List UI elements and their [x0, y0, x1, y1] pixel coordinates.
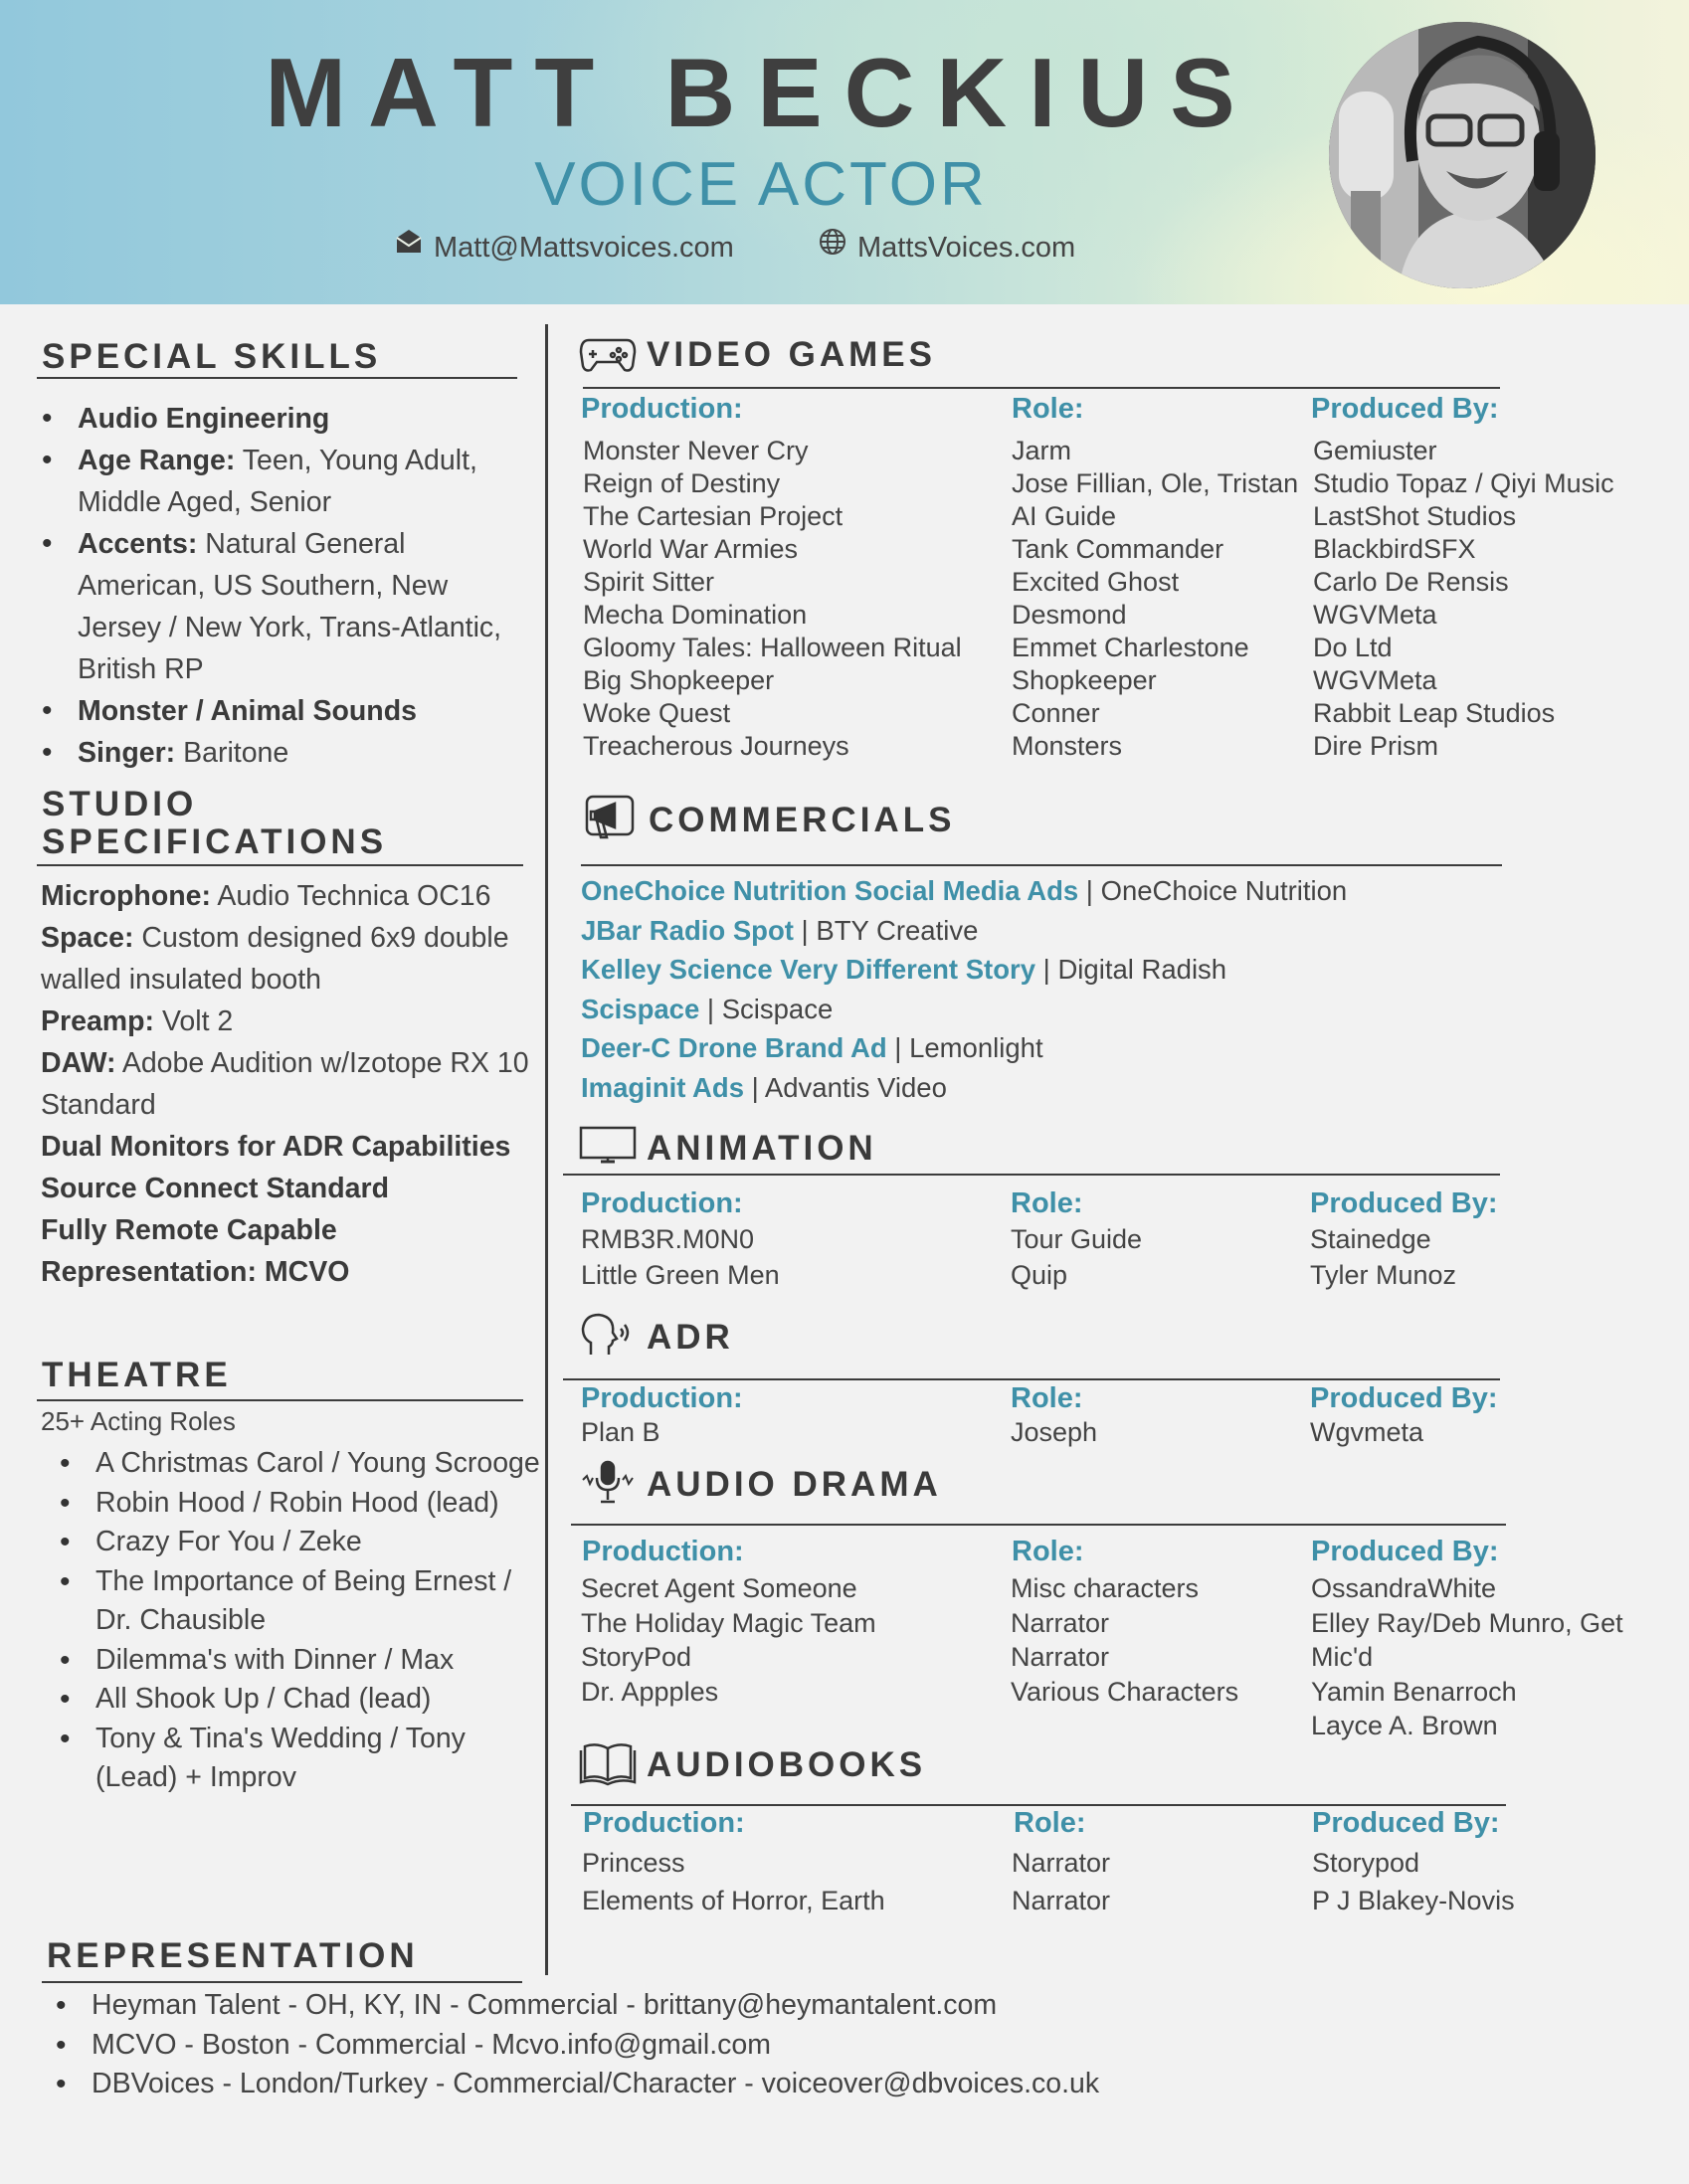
- representation-item: • MCVO - Boston - Commercial - Mcvo.info@gmail.com: [54, 2026, 1347, 2066]
- table-cell: Gloomy Tales: Halloween Ritual: [583, 633, 962, 662]
- commercial-item: Scispace | Scispace: [581, 993, 834, 1024]
- table-cell: Mecha Domination: [583, 600, 808, 630]
- table-cell: The Cartesian Project: [583, 501, 844, 531]
- table-cell: Do Ltd: [1313, 633, 1393, 662]
- table-cell: Reign of Destiny: [583, 468, 781, 498]
- studio-item: Preamp: Volt 2: [41, 1005, 234, 1037]
- studio-item: Microphone: Audio Technica OC16: [41, 880, 491, 912]
- table-cell: Excited Ghost: [1012, 567, 1180, 597]
- name-heading: MATT BECKIUS: [265, 38, 1257, 147]
- studio-item: Fully Remote Capable: [41, 1214, 337, 1246]
- audio-drama-producedby-column: [1311, 1571, 1689, 1743]
- table-cell: Plan B: [581, 1417, 660, 1447]
- video-games-heading: VIDEO GAMES: [579, 328, 936, 381]
- commercials-heading: COMMERCIALS: [581, 794, 955, 846]
- commercial-item: JBar Radio Spot | BTY Creative: [581, 914, 979, 946]
- table-cell: Jose Fillian, Ole, Tristan: [1012, 468, 1299, 498]
- video-games-producedby-header: Produced By:: [1311, 393, 1499, 425]
- audio-drama-production-column: [581, 1571, 876, 1709]
- animation-role-column: [1011, 1221, 1142, 1293]
- video-games-rule: [583, 387, 1500, 389]
- table-cell: Monster Never Cry: [583, 436, 809, 465]
- commercial-item: OneChoice Nutrition Social Media Ads | OneChoice Nutrition: [581, 875, 1348, 906]
- theatre-item: • The Importance of Being Ernest / Dr. Chausible: [58, 1562, 545, 1641]
- audiobooks-role-header: Role:: [1014, 1807, 1086, 1839]
- table-cell: Joseph: [1011, 1417, 1098, 1447]
- table-cell: Emmet Charlestone: [1012, 633, 1249, 662]
- studio-item: Source Connect Standard: [41, 1173, 389, 1204]
- theatre-rule: [37, 1399, 523, 1401]
- commercials-rule: [581, 864, 1502, 866]
- header-banner: [0, 0, 1689, 304]
- table-cell: Shopkeeper: [1012, 665, 1157, 695]
- table-cell: Stainedge: [1310, 1224, 1431, 1254]
- special-skills-rule: [37, 377, 517, 379]
- table-cell: LastShot Studios: [1313, 501, 1517, 531]
- table-cell: Woke Quest: [583, 698, 731, 728]
- table-cell: OssandraWhite: [1311, 1573, 1497, 1603]
- table-cell: Little Green Men: [581, 1260, 780, 1290]
- microphone-icon: [579, 1458, 637, 1511]
- table-cell: Spirit Sitter: [583, 567, 715, 597]
- table-cell: StoryPod: [581, 1642, 692, 1672]
- studio-item: Representation: MCVO: [41, 1256, 350, 1288]
- commercials-list: [581, 871, 1347, 1107]
- table-cell: Dire Prism: [1313, 731, 1438, 761]
- representation-list: [54, 1986, 1347, 2104]
- adr-production-column: [581, 1416, 660, 1449]
- skill-item: • Monster / Animal Sounds: [40, 690, 537, 732]
- video-games-producedby-column: [1313, 435, 1614, 763]
- website-text: MattsVoices.com: [857, 231, 1076, 264]
- theatre-item: • Tony & Tina's Wedding / Tony (Lead) + Improv: [58, 1720, 545, 1798]
- table-cell: Jarm: [1012, 436, 1071, 465]
- table-cell: Secret Agent Someone: [581, 1573, 857, 1603]
- theatre-item: • Crazy For You / Zeke: [58, 1523, 545, 1562]
- audio-drama-rule: [571, 1524, 1506, 1526]
- table-cell: AI Guide: [1012, 501, 1117, 531]
- table-cell: WGVMeta: [1313, 600, 1437, 630]
- audiobooks-producedby-header: Produced By:: [1312, 1807, 1500, 1839]
- animation-producedby-column: [1310, 1221, 1456, 1293]
- table-cell: Wgvmeta: [1310, 1417, 1424, 1447]
- representation-rule: [42, 1981, 522, 1983]
- special-skills-list: [40, 398, 537, 774]
- email-contact[interactable]: [394, 227, 734, 268]
- audio-drama-production-header: Production:: [582, 1536, 744, 1567]
- headshot-photo: [1329, 22, 1595, 288]
- table-cell: P J Blakey-Novis: [1312, 1886, 1515, 1915]
- studio-rule: [37, 864, 523, 866]
- animation-production-column: [581, 1221, 780, 1293]
- table-cell: WGVMeta: [1313, 665, 1437, 695]
- audiobooks-role-column: [1012, 1844, 1110, 1919]
- audiobooks-production-header: Production:: [583, 1807, 745, 1839]
- adr-producedby-header: Produced By:: [1310, 1382, 1498, 1414]
- theatre-item: • A Christmas Carol / Young Scrooge: [58, 1444, 545, 1484]
- adr-rule: [563, 1378, 1500, 1380]
- table-cell: Monsters: [1012, 731, 1123, 761]
- job-title: VOICE ACTOR: [534, 150, 988, 219]
- table-cell: World War Armies: [583, 534, 799, 564]
- adr-role-header: Role:: [1011, 1382, 1083, 1414]
- theatre-item: • Robin Hood / Robin Hood (lead): [58, 1484, 545, 1524]
- email-text: Matt@Mattsvoices.com: [434, 231, 734, 264]
- audio-drama-role-header: Role:: [1012, 1536, 1084, 1567]
- animation-production-header: Production:: [581, 1187, 743, 1219]
- gamepad-icon: [579, 328, 637, 381]
- table-cell: Rabbit Leap Studios: [1313, 698, 1556, 728]
- table-cell: Studio Topaz / Qiyi Music: [1313, 468, 1614, 498]
- special-skills-heading: SPECIAL SKILLS: [42, 337, 382, 376]
- studio-heading: STUDIO SPECIFICATIONS: [42, 785, 388, 861]
- audio-drama-producedby-header: Produced By:: [1311, 1536, 1499, 1567]
- table-cell: Quip: [1011, 1260, 1068, 1290]
- table-cell: The Holiday Magic Team: [581, 1607, 876, 1638]
- table-cell: Layce A. Brown: [1311, 1711, 1498, 1740]
- studio-item: Space: Custom designed 6x9 double walled insulated booth: [41, 922, 509, 996]
- table-cell: Elements of Horror, Earth: [582, 1886, 885, 1915]
- audio-drama-role-column: [1011, 1571, 1238, 1709]
- table-cell: Gemiuster: [1313, 436, 1437, 465]
- audio-drama-heading: AUDIO DRAMA: [579, 1458, 942, 1511]
- table-cell: Big Shopkeeper: [583, 665, 775, 695]
- animation-producedby-header: Produced By:: [1310, 1187, 1498, 1219]
- studio-list: [41, 875, 538, 1293]
- table-cell: Treacherous Journeys: [583, 731, 849, 761]
- studio-item: Dual Monitors for ADR Capabilities: [41, 1131, 511, 1163]
- theatre-heading: THEATRE: [42, 1356, 232, 1394]
- animation-heading: ANIMATION: [579, 1122, 877, 1175]
- theatre-item: • Dilemma's with Dinner / Max: [58, 1641, 545, 1681]
- table-cell: Dr. Appples: [581, 1676, 719, 1707]
- table-cell: RMB3R.M0N0: [581, 1224, 755, 1254]
- table-cell: Various Characters: [1011, 1676, 1239, 1707]
- globe-icon: [818, 227, 847, 268]
- adr-heading: ADR: [579, 1311, 734, 1364]
- adr-role-column: [1011, 1416, 1097, 1449]
- animation-role-header: Role:: [1011, 1187, 1083, 1219]
- audiobooks-production-column: [582, 1844, 885, 1919]
- open-book-icon: [579, 1738, 637, 1791]
- commercial-item: Imaginit Ads | Advantis Video: [581, 1071, 947, 1103]
- video-games-production-column: [583, 435, 962, 763]
- skill-item: • Age Range: Teen, Young Adult, Middle Aged, Senior: [40, 440, 537, 523]
- table-cell: Narrator: [1012, 1886, 1111, 1915]
- audiobooks-producedby-column: [1312, 1844, 1515, 1919]
- table-cell: Conner: [1012, 698, 1100, 728]
- table-cell: Narrator: [1011, 1607, 1110, 1638]
- table-cell: Desmond: [1012, 600, 1127, 630]
- table-cell: Tour Guide: [1011, 1224, 1143, 1254]
- table-cell: Storypod: [1312, 1848, 1420, 1878]
- table-cell: BlackbirdSFX: [1313, 534, 1476, 564]
- video-games-role-header: Role:: [1012, 393, 1084, 425]
- table-cell: Narrator: [1011, 1642, 1110, 1672]
- adr-production-header: Production:: [581, 1382, 743, 1414]
- theatre-list: [58, 1444, 545, 1798]
- monitor-icon: [579, 1122, 637, 1175]
- representation-heading: REPRESENTATION: [47, 1936, 419, 1975]
- studio-item: DAW: Adobe Audition w/Izotope RX 10 Standard: [41, 1047, 529, 1121]
- theatre-item: • All Shook Up / Chad (lead): [58, 1680, 545, 1720]
- speaking-head-icon: [579, 1311, 637, 1364]
- table-cell: Elley Ray/Deb Munro, Get Mic'd: [1311, 1607, 1623, 1672]
- commercial-item: Kelley Science Very Different Story | Digital Radish: [581, 954, 1227, 985]
- table-cell: Princess: [582, 1848, 685, 1878]
- theatre-subtitle: 25+ Acting Roles: [41, 1406, 236, 1436]
- table-cell: Tank Commander: [1012, 534, 1224, 564]
- animation-rule: [563, 1174, 1500, 1176]
- representation-item: • DBVoices - London/Turkey - Commercial/Character - voiceover@dbvoices.co.uk: [54, 2065, 1347, 2104]
- skill-item: • Accents: Natural General American, US Southern, New Jersey / New York, Trans-Atlantic, British RP: [40, 523, 537, 690]
- adr-producedby-column: [1310, 1416, 1423, 1449]
- table-cell: Yamin Benarroch: [1311, 1676, 1517, 1707]
- audiobooks-heading: AUDIOBOOKS: [579, 1738, 926, 1791]
- commercial-item: Deer-C Drone Brand Ad | Lemonlight: [581, 1032, 1043, 1063]
- column-divider: [545, 324, 548, 1975]
- megaphone-icon: [581, 794, 639, 846]
- envelope-icon: [394, 227, 424, 268]
- table-cell: Misc characters: [1011, 1573, 1200, 1603]
- video-games-production-header: Production:: [581, 393, 743, 425]
- skill-item: • Singer: Baritone: [40, 732, 537, 774]
- table-cell: Tyler Munoz: [1310, 1260, 1457, 1290]
- table-cell: Narrator: [1012, 1848, 1111, 1878]
- skill-item: • Audio Engineering: [40, 398, 537, 440]
- representation-item: • Heyman Talent - OH, KY, IN - Commercial - brittany@heymantalent.com: [54, 1986, 1347, 2026]
- website-contact[interactable]: [818, 227, 1075, 268]
- video-games-role-column: [1012, 435, 1298, 763]
- table-cell: Carlo De Rensis: [1313, 567, 1509, 597]
